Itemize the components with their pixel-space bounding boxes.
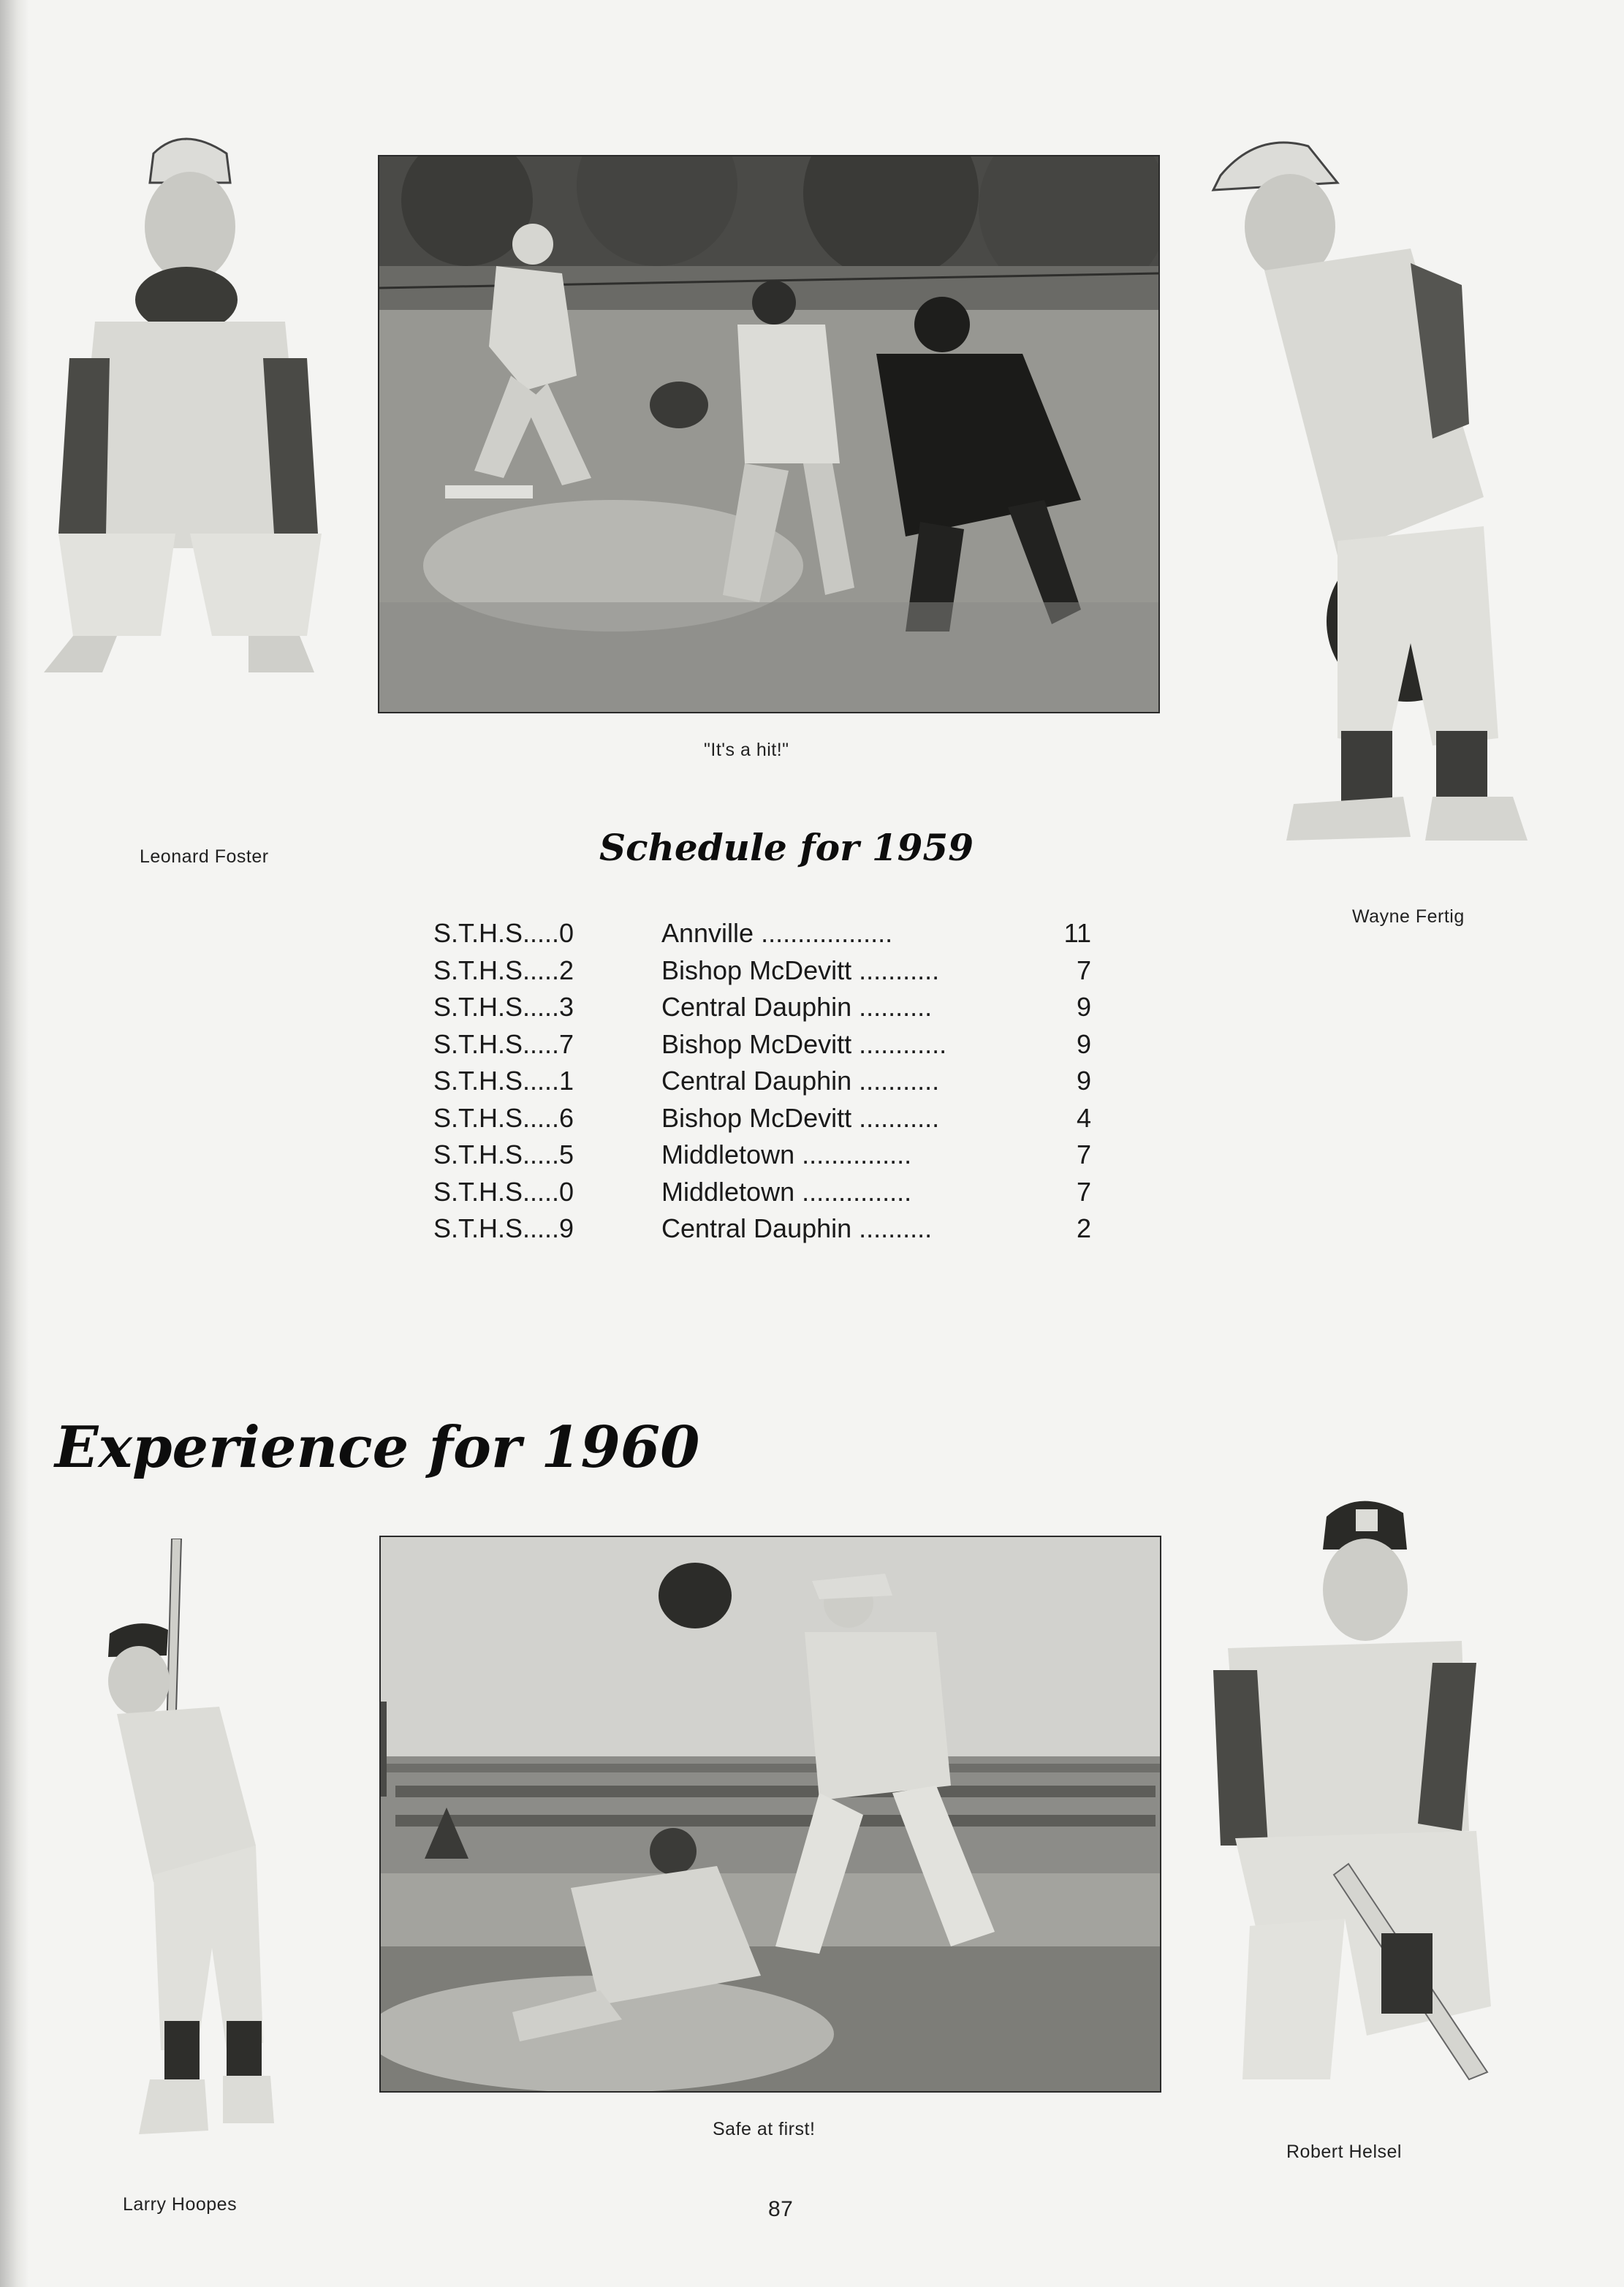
schedule-opponent: Central Dauphin .......... (661, 1213, 933, 1243)
schedule-opponent-score: 7 (1076, 1139, 1091, 1169)
schedule-opponent: Bishop McDevitt ........... (661, 1102, 940, 1133)
schedule-row (433, 1063, 1091, 1100)
schedule-opponent: Central Dauphin .......... (661, 992, 933, 1022)
photo-safe-at-first (379, 1536, 1161, 2093)
photo-its-a-hit (378, 155, 1160, 713)
schedule-school-score: S.T.H.S.....6 (433, 1102, 574, 1133)
schedule-row (433, 1137, 1091, 1174)
experience-title: Experience for 1960 (55, 1414, 700, 1481)
schedule-row (433, 1174, 1091, 1211)
page-number: 87 (768, 2197, 794, 2221)
schedule-school-score: S.T.H.S.....0 (433, 918, 574, 948)
schedule-opponent-score: 9 (1076, 992, 1091, 1022)
schedule-opponent-score: 4 (1076, 1102, 1091, 1133)
schedule-opponent: Middletown ............... (661, 1139, 912, 1169)
schedule-opponent-score: 7 (1076, 955, 1091, 985)
schedule-opponent-score: 9 (1076, 1066, 1091, 1096)
caption-robert-helsel: Robert Helsel (1286, 2142, 1402, 2162)
schedule-row (433, 1210, 1091, 1248)
schedule-opponent-score: 9 (1076, 1028, 1091, 1059)
photo-larry-hoopes (88, 1539, 278, 2145)
caption-safe-at-first: Safe at first! (713, 2119, 816, 2139)
schedule-opponent: Bishop McDevitt ........... (661, 955, 940, 985)
schedule-table (433, 915, 1091, 1248)
binding-shadow (0, 0, 29, 2287)
schedule-opponent: Central Dauphin ........... (661, 1066, 940, 1096)
schedule-school-score: S.T.H.S.....5 (433, 1139, 574, 1169)
schedule-row (433, 989, 1091, 1026)
caption-larry-hoopes: Larry Hoopes (123, 2194, 238, 2215)
caption-its-a-hit: "It's a hit!" (704, 740, 789, 760)
schedule-school-score: S.T.H.S.....1 (433, 1066, 574, 1096)
schedule-opponent: Bishop McDevitt ............ (661, 1028, 947, 1059)
schedule-school-score: S.T.H.S.....3 (433, 992, 574, 1022)
schedule-row (433, 952, 1091, 990)
schedule-school-score: S.T.H.S.....2 (433, 955, 574, 985)
caption-wayne-fertig: Wayne Fertig (1352, 906, 1465, 927)
schedule-opponent-score: 11 (1063, 918, 1091, 948)
schedule-opponent-score: 7 (1076, 1176, 1091, 1207)
photo-leonard-foster (29, 124, 336, 680)
schedule-opponent: Middletown ............... (661, 1176, 912, 1207)
schedule-row (433, 1100, 1091, 1137)
schedule-row (433, 1026, 1091, 1063)
schedule-school-score: S.T.H.S.....0 (433, 1176, 574, 1207)
schedule-opponent: Annville .................. (661, 918, 893, 948)
schedule-school-score: S.T.H.S.....7 (433, 1028, 574, 1059)
photo-wayne-fertig (1191, 117, 1542, 862)
schedule-row (433, 915, 1091, 952)
schedule-title: Schedule for 1959 (599, 826, 974, 869)
caption-leonard-foster: Leonard Foster (140, 846, 269, 867)
schedule-opponent-score: 2 (1076, 1213, 1091, 1243)
photo-robert-helsel (1199, 1480, 1506, 2109)
schedule-school-score: S.T.H.S.....9 (433, 1213, 574, 1243)
